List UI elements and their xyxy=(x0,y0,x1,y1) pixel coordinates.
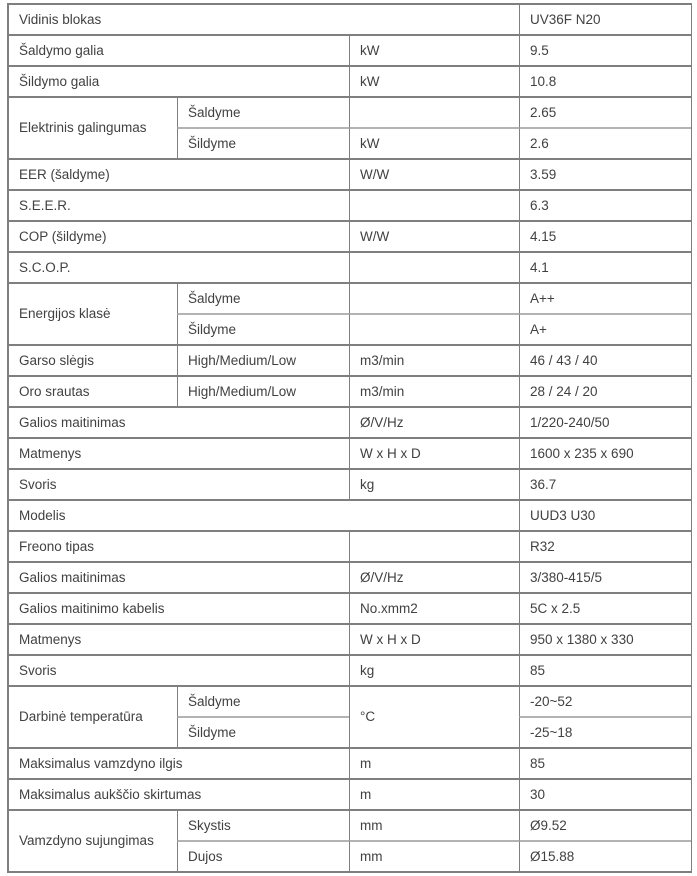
row-value: 6.3 xyxy=(519,190,691,221)
row-value: A+ xyxy=(519,314,691,345)
row-unit: W/W xyxy=(349,159,519,190)
row-label: Modelis xyxy=(8,500,519,531)
row-unit xyxy=(349,190,519,221)
row-label: Matmenys xyxy=(8,438,349,469)
row-unit xyxy=(349,252,519,283)
row-sublabel: High/Medium/Low xyxy=(177,345,349,376)
row-label: Svoris xyxy=(8,655,349,686)
table-row xyxy=(8,376,691,407)
row-value: 3.59 xyxy=(519,159,691,190)
table-row xyxy=(8,779,691,810)
table-row xyxy=(8,469,691,500)
table-row xyxy=(8,655,691,686)
row-value: -20~52 xyxy=(519,686,691,717)
row-unit: m xyxy=(349,779,519,810)
row-unit: m3/min xyxy=(349,345,519,376)
row-value: UV36F N20 xyxy=(519,4,691,35)
row-unit: No.xmm2 xyxy=(349,593,519,624)
row-label: Elektrinis galingumas xyxy=(8,97,177,159)
row-label: EER (šaldyme) xyxy=(8,159,349,190)
row-sublabel: Šildyme xyxy=(177,717,349,748)
row-label: Šildymo galia xyxy=(8,66,349,97)
table-row xyxy=(8,97,691,128)
row-label: Galios maitinimas xyxy=(8,407,349,438)
table-row xyxy=(8,159,691,190)
table-row xyxy=(8,407,691,438)
row-value: 85 xyxy=(519,748,691,779)
row-unit: W x H x D xyxy=(349,438,519,469)
row-value: 28 / 24 / 20 xyxy=(519,376,691,407)
row-label: S.C.O.P. xyxy=(8,252,349,283)
row-label: COP (šildyme) xyxy=(8,221,349,252)
row-sublabel: Skystis xyxy=(177,810,349,841)
row-label: Vidinis blokas xyxy=(8,4,519,35)
row-label: Maksimalus vamzdyno ilgis xyxy=(8,748,349,779)
row-value: 30 xyxy=(519,779,691,810)
table-row xyxy=(8,531,691,562)
row-label: Galios maitinimo kabelis xyxy=(8,593,349,624)
row-unit xyxy=(349,97,519,128)
table-row xyxy=(8,35,691,66)
row-unit: W x H x D xyxy=(349,624,519,655)
row-value: 9.5 xyxy=(519,35,691,66)
row-value: R32 xyxy=(519,531,691,562)
table-row xyxy=(8,345,691,376)
row-sublabel: Dujos xyxy=(177,841,349,872)
row-sublabel: High/Medium/Low xyxy=(177,376,349,407)
row-sublabel: Šaldyme xyxy=(177,686,349,717)
table-row xyxy=(8,810,691,841)
row-label: Matmenys xyxy=(8,624,349,655)
row-label: Darbinė temperatūra xyxy=(8,686,177,748)
row-label: Garso slėgis xyxy=(8,345,177,376)
row-unit xyxy=(349,531,519,562)
row-value: Ø9.52 xyxy=(519,810,691,841)
row-value: UUD3 U30 xyxy=(519,500,691,531)
row-unit: kg xyxy=(349,469,519,500)
table-row xyxy=(8,562,691,593)
row-label: Svoris xyxy=(8,469,349,500)
row-unit: mm xyxy=(349,841,519,872)
row-sublabel: Šaldyme xyxy=(177,97,349,128)
row-value: 3/380-415/5 xyxy=(519,562,691,593)
row-unit: W/W xyxy=(349,221,519,252)
row-value: 36.7 xyxy=(519,469,691,500)
row-unit: m xyxy=(349,748,519,779)
row-label: S.E.E.R. xyxy=(8,190,349,221)
row-unit: kg xyxy=(349,655,519,686)
row-unit: kW xyxy=(349,35,519,66)
row-unit: Ø/V/Hz xyxy=(349,562,519,593)
table-row xyxy=(8,438,691,469)
table-row xyxy=(8,500,691,531)
row-label: Maksimalus aukščio skirtumas xyxy=(8,779,349,810)
row-value: 2.65 xyxy=(519,97,691,128)
row-value: 1600 x 235 x 690 xyxy=(519,438,691,469)
table-row xyxy=(8,624,691,655)
row-value: -25~18 xyxy=(519,717,691,748)
row-value: 4.15 xyxy=(519,221,691,252)
table-row xyxy=(8,252,691,283)
row-unit: mm xyxy=(349,810,519,841)
row-value: 4.1 xyxy=(519,252,691,283)
table-row xyxy=(8,4,691,35)
table-row xyxy=(8,66,691,97)
row-label: Šaldymo galia xyxy=(8,35,349,66)
row-sublabel: Šildyme xyxy=(177,314,349,345)
row-value: 5C x 2.5 xyxy=(519,593,691,624)
row-unit: m3/min xyxy=(349,376,519,407)
table-row xyxy=(8,593,691,624)
table-row xyxy=(8,748,691,779)
row-value: 1/220-240/50 xyxy=(519,407,691,438)
row-label: Oro srautas xyxy=(8,376,177,407)
row-sublabel: Šildyme xyxy=(177,128,349,159)
row-unit: kW xyxy=(349,128,519,159)
row-value: Ø15.88 xyxy=(519,841,691,872)
row-unit: °C xyxy=(349,686,519,748)
row-value: 2.6 xyxy=(519,128,691,159)
row-label: Vamzdyno sujungimas xyxy=(8,810,177,872)
row-value: 950 x 1380 x 330 xyxy=(519,624,691,655)
table-row xyxy=(8,283,691,314)
row-unit xyxy=(349,314,519,345)
row-label: Energijos klasė xyxy=(8,283,177,345)
row-unit: kW xyxy=(349,66,519,97)
row-value: 10.8 xyxy=(519,66,691,97)
row-unit: Ø/V/Hz xyxy=(349,407,519,438)
row-value: 85 xyxy=(519,655,691,686)
row-unit xyxy=(349,283,519,314)
row-value: A++ xyxy=(519,283,691,314)
table-row xyxy=(8,686,691,717)
row-label: Galios maitinimas xyxy=(8,562,349,593)
specifications-table xyxy=(7,3,692,873)
row-label: Freono tipas xyxy=(8,531,349,562)
row-sublabel: Šaldyme xyxy=(177,283,349,314)
table-row xyxy=(8,221,691,252)
table-row xyxy=(8,190,691,221)
row-value: 46 / 43 / 40 xyxy=(519,345,691,376)
